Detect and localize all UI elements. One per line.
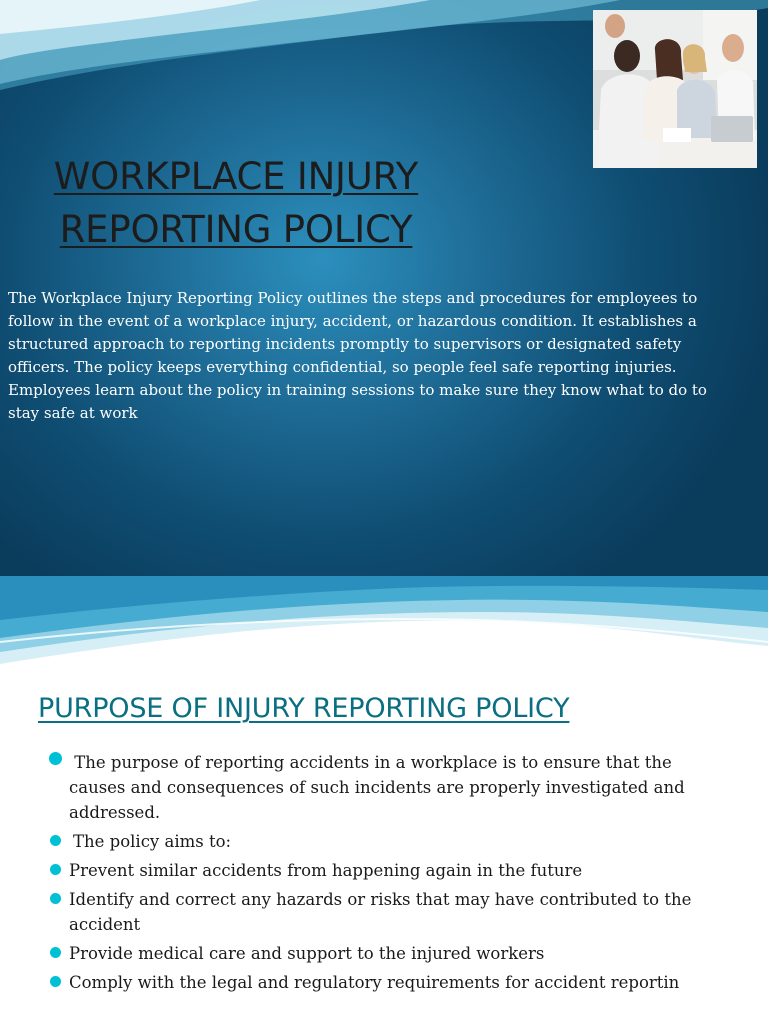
list-item: The purpose of reporting accidents in a workplace is to ensure that the causes and consequences of such incidents are properly investigated and addressed. [0, 750, 709, 825]
bullet-dot-icon [50, 976, 61, 987]
slide-title [6, 150, 466, 256]
list-item: Identify and correct any hazards or risks that may have contributed to the accident [0, 887, 709, 937]
list-item: The policy aims to: [0, 829, 709, 854]
list-item: Provide medical care and support to the injured workers [0, 941, 709, 966]
bullet-dot-icon [50, 835, 61, 846]
bullet-dot-icon [50, 864, 61, 875]
title-line-2: REPORTING POLICY [59, 208, 413, 251]
bullet-dot-icon [49, 752, 62, 765]
policy-description: The Workplace Injury Reporting Policy outlines the steps and procedures for employees to follow in the event of a workplace injury, accident, or hazardous condition. It establishes a structured approach to reporting incidents promptly to supervisors or designated safety officers. The policy keeps everything confidential, so people feel safe reporting injuries. Employees learn about the policy in training sessions to make sure they know what to do to stay safe at work [8, 289, 707, 422]
team-meeting-photo [593, 10, 757, 168]
slide-title: PURPOSE OF INJURY REPORTING POLICY [38, 693, 570, 724]
list-item: Prevent similar accidents from happening again in the future [0, 858, 709, 883]
top-wave-decoration [0, 576, 768, 676]
bullet-dot-icon [50, 893, 61, 904]
purpose-slide [0, 576, 768, 1024]
title-line-1: WORKPLACE INJURY [53, 155, 419, 198]
bullet-dot-icon [50, 947, 61, 958]
list-item: Comply with the legal and regulatory requirements for accident reportin [0, 970, 709, 995]
bullet-list [0, 750, 768, 999]
